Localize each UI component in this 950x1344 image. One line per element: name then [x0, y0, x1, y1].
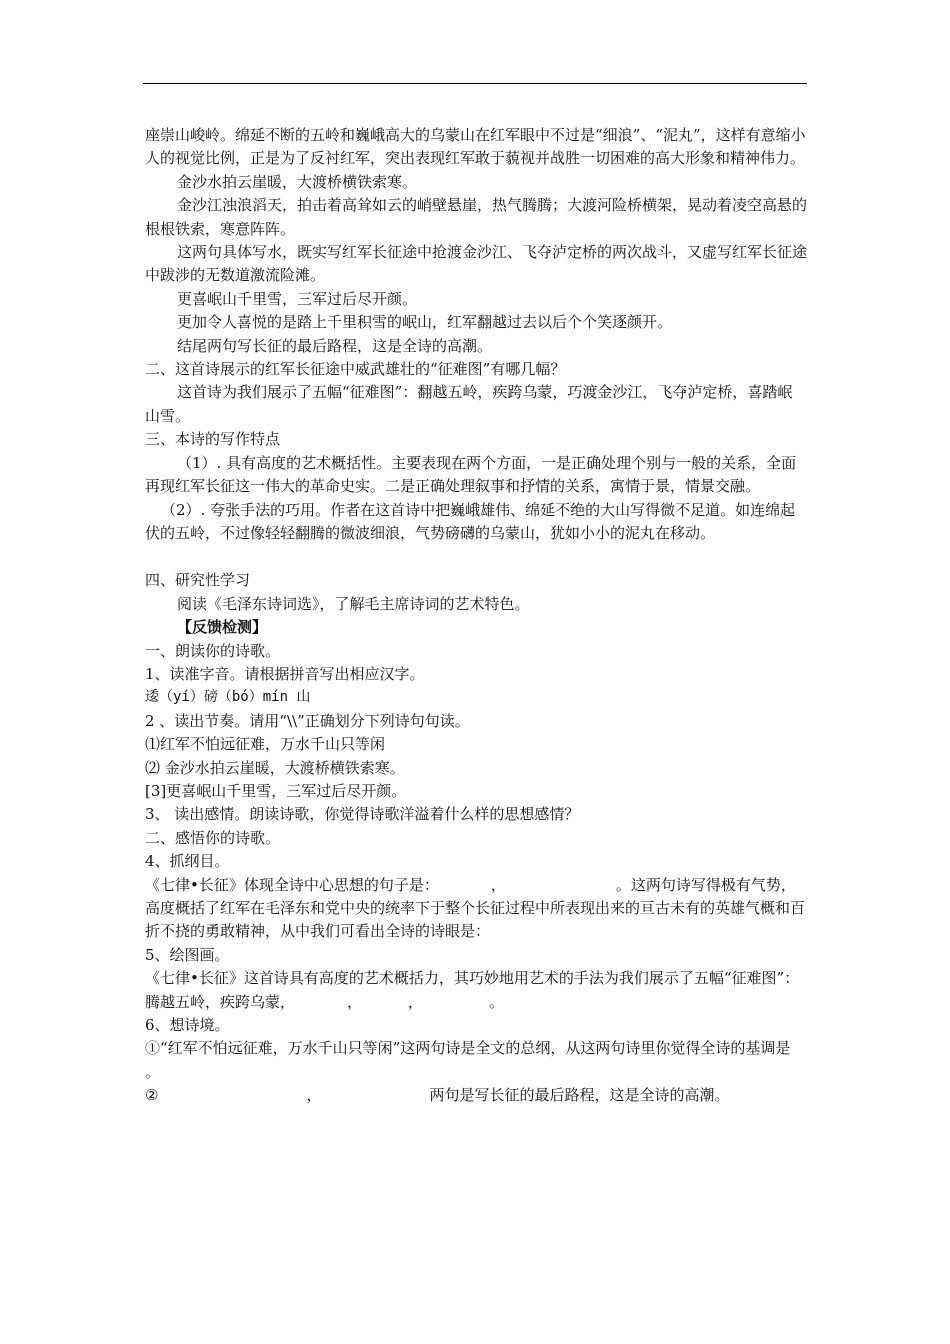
comma: ，: [490, 875, 506, 894]
section-heading: 三、本诗的写作特点: [145, 430, 281, 449]
spacer: [145, 545, 807, 569]
poem-line: 更喜岷山千里雪，三军过后尽开颜。: [177, 289, 418, 308]
section-heading: 二、感悟你的诗歌。: [145, 828, 281, 847]
document-body: [145, 124, 807, 1108]
question-text: 《七律•长征》这首诗具有高度的艺术概括力，其巧妙地用艺术的手法为我们展示了五幅“征难图”：腾越五岭，疾跨乌蒙，: [145, 969, 800, 1011]
question: 6、想诗境。: [145, 1016, 230, 1035]
paragraph: 金沙江浊浪滔天，拍击着高耸如云的峭壁悬崖，热气腾腾；大渡河险桥横架，晃动着凌空高悬的根根铁索，寒意阵阵。: [145, 196, 808, 238]
period: 。: [145, 1062, 161, 1081]
section-heading: 二、这首诗展示的红军长征途中威武雄壮的“征难图”有哪几幅？: [145, 360, 566, 379]
question-text: 《七律•长征》体现全诗中心思想的句子是：: [145, 875, 439, 894]
comma: ，: [408, 992, 424, 1011]
paragraph: （2）. 夸张手法的巧用。作者在这首诗中把巍峨雄伟、绵延不绝的大山写得微不足道。如连绵起伏的五岭，不过像轻轻翻腾的微波细浪，气势磅礴的乌蒙山，犹如小小的泥丸在移动。: [145, 500, 796, 542]
question: 2 、读出节奏。请用“\\”正确划分下列诗句句读。: [145, 711, 470, 730]
fill-in-question: [145, 967, 807, 1014]
comma: ，: [306, 1086, 322, 1105]
paragraph: 阅读《毛泽东诗词选》，了解毛主席诗词的艺术特色。: [177, 594, 530, 613]
paragraph: 结尾两句写长征的最后路程，这是全诗的高潮。: [177, 336, 493, 355]
section-heading: 四、研究性学习: [145, 571, 251, 590]
period: 。: [489, 992, 505, 1011]
question-text: 两句是写长征的最后路程，这是全诗的高潮。: [429, 1086, 730, 1105]
question-text: ①“红军不怕远征难，万水千山只等闲”这两句诗是全文的总纲，从这两句诗里你觉得全诗的基调是: [145, 1039, 791, 1058]
question: 1、读准字音。请根据拼音写出相应汉字。: [145, 664, 425, 683]
paragraph: 这首诗为我们展示了五幅“征难图”：翻越五岭，疾跨乌蒙，巧渡金沙江，飞夺泸定桥，喜踏岷山雪。: [145, 383, 793, 425]
question: 3、 读出感情。朗读诗歌，你觉得诗歌洋溢着什么样的思想感情？: [145, 805, 580, 824]
section-heading: 一、朗读你的诗歌。: [145, 641, 281, 660]
paragraph: 座崇山峻岭。绵延不断的五岭和巍峨高大的乌蒙山在红军眼中不过是“细浪”、“泥丸”，这样有意缩小人的视觉比例，正是为了反衬红军，突出表现红军敢于藐视并战胜一切困难的高大形象和精神伟力。: [145, 126, 806, 168]
pinyin-line: 逶（yí）磅（bó）mín 山: [145, 689, 311, 706]
feedback-heading: 【反馈检测】: [177, 618, 268, 637]
paragraph: （1）. 具有高度的艺术概括性。主要表现在两个方面，一是正确处理个别与一般的关系，全面再现红军长征这一伟大的革命史实。二是正确处理叙事和抒情的关系，寓情于景，情景交融。: [145, 453, 797, 496]
poem-line: 金沙水拍云崖暖，大渡桥横铁索寒。: [177, 172, 418, 191]
poem-line: ⑴红军不怕远征难，万水千山只等闲: [145, 735, 386, 754]
fill-in-question: [145, 874, 807, 944]
paragraph: 这两句具体写水，既实写红军长征途中抢渡金沙江、飞夺泸定桥的两次战斗，又虚写红军长征途中跋涉的无数道激流险滩。: [145, 243, 808, 285]
fill-in-question: [145, 1037, 807, 1084]
fill-in-question: [145, 1084, 807, 1107]
header-rule: [143, 83, 807, 84]
circled-number: ②: [145, 1086, 159, 1105]
question: 5、绘图画。: [145, 945, 230, 964]
comma: ，: [347, 992, 363, 1011]
paragraph: 更加令人喜悦的是踏上千里积雪的岷山，红军翻越过去以后个个笑逐颜开。: [177, 313, 673, 332]
poem-line: ⑵ 金沙水拍云崖暖，大渡桥横铁索寒。: [145, 758, 405, 777]
question-text: 。这两句诗写得极有气势，高度概括了红军在毛泽东和党中央的统率下于整个长征过程中所表现出来的亘古未有的英雄气概和百折不挠的勇敢精神，从中我们可看出全诗的诗眼是：: [145, 875, 806, 941]
poem-line: [3]更喜岷山千里雪，三军过后尽开颜。: [145, 781, 407, 800]
question: 4、抓纲目。: [145, 852, 230, 871]
